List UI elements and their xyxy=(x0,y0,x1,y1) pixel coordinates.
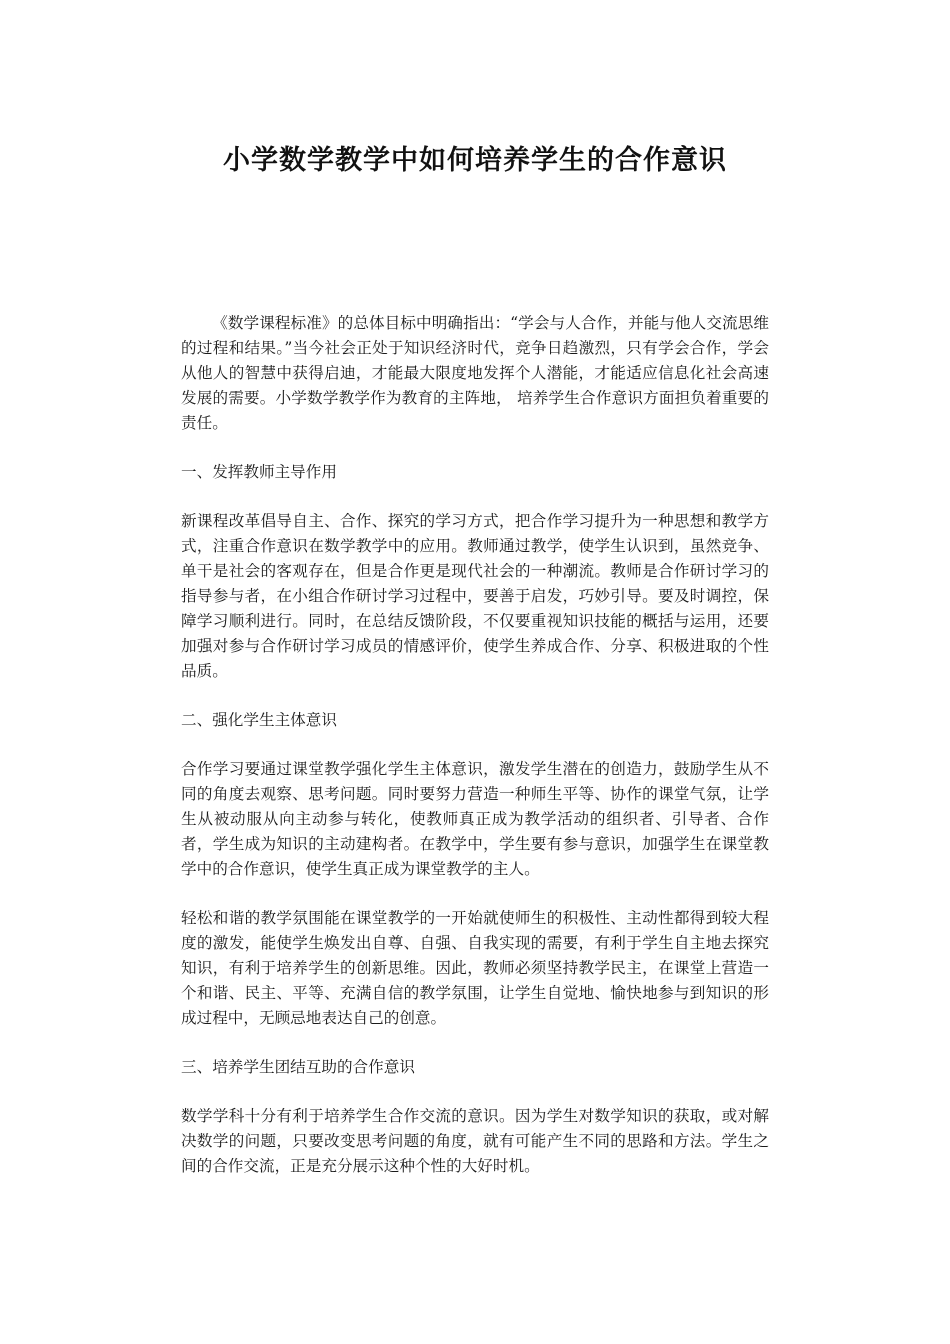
document-title: 小学数学教学中如何培养学生的合作意识 xyxy=(223,145,727,176)
section-1-paragraph: 新课程改革倡导自主、合作、探究的学习方式，把合作学习提升为一种思想和教学方式，注重合作意识在数学教学中的应用。教师通过教学，使学生认识到，虽然竞争、单干是社会的客观存在，但是合作更是现代社会的一种潮流。教师是合作研讨学习的指导参与者，在小组合作研讨学习过程中，要善于启发，巧妙引导。要及时调控，保障学习顺利进行。同时，在总结反馈阶段，不仅要重视知识技能的概括与运用，还要加强对参与合作研讨学习成员的情感评价，使学生养成合作、分享、积极进取的个性品质。 xyxy=(181,512,769,680)
section-1-heading: 一、发挥教师主导作用 xyxy=(181,463,337,481)
section-2-heading: 二、强化学生主体意识 xyxy=(181,711,337,729)
document-body xyxy=(181,311,769,1203)
section-2-paragraph-2: 轻松和谐的教学氛围能在课堂教学的一开始就使师生的积极性、主动性都得到较大程度的激发，能使学生焕发出自尊、自强、自我实现的需要，有利于学生自主地去探究知识，有利于培养学生的创新思维。因此，教师必须坚持教学民主，在课堂上营造一个和谐、民主、平等、充满自信的教学氛围，让学生自觉地、愉快地参与到知识的形成过程中，无顾忌地表达自己的创意。 xyxy=(181,909,769,1027)
section-2-paragraph-1: 合作学习要通过课堂教学强化学生主体意识，激发学生潜在的创造力，鼓励学生从不同的角度去观察、思考问题。同时要努力营造一种师生平等、协作的课堂气氛，让学生从被动服从向主动参与转化，使教师真正成为教学活动的组织者、引导者、合作者，学生成为知识的主动建构者。在教学中，学生要有参与意识，加强学生在课堂教学中的合作意识，使学生真正成为课堂教学的主人。 xyxy=(181,760,769,878)
section-3-paragraph: 数学学科十分有利于培养学生合作交流的意识。因为学生对数学知识的获取，或对解决数学的问题，只要改变思考问题的角度，就有可能产生不同的思路和方法。学生之间的合作交流，正是充分展示这种个性的大好时机。 xyxy=(181,1107,769,1175)
section-3-heading: 三、培养学生团结互助的合作意识 xyxy=(181,1058,415,1076)
intro-paragraph: 《数学课程标准》的总体目标中明确指出：“学会与人合作，并能与他人交流思维的过程和结果。”当今社会正处于知识经济时代，竞争日趋激烈，只有学会合作，学会从他人的智慧中获得启迪，才能最大限度地发挥个人潜能，才能适应信息化社会高速发展的需要。小学数学教学作为教育的主阵地， 培养学生合作意识方面担负着重要的责任。 xyxy=(181,314,769,432)
